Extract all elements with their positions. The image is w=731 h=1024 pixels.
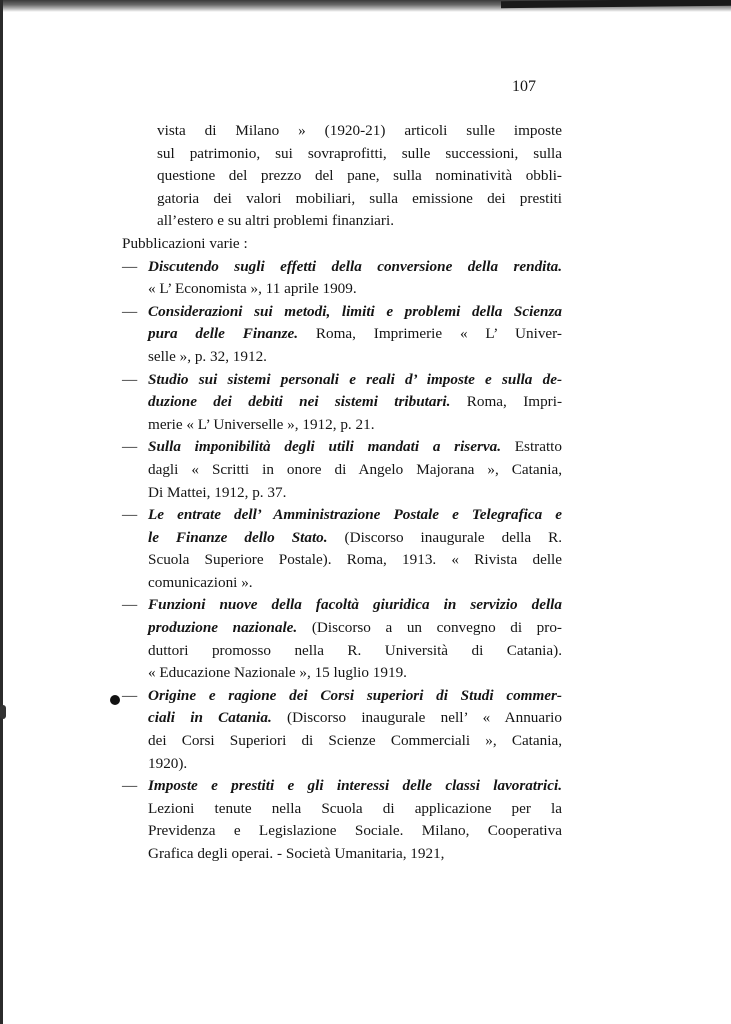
entry-line: Previdenza e Legislazione Sociale. Milano, Cooperativa [148, 822, 562, 840]
em-dash: — [122, 370, 138, 388]
entry-line [122, 391, 562, 414]
scan-left-edge [0, 0, 3, 1024]
publication-title: le Finanze dello Stato. [148, 528, 328, 546]
entry-line [122, 707, 562, 730]
continuation-line: questione del prezzo del pane, sulla nominatività obbli- [157, 167, 562, 185]
publication-entry [122, 436, 562, 504]
entry-line [122, 323, 562, 346]
entry-line: Grafica degli operai. - Società Umanitaria, 1921, [148, 845, 445, 862]
entry-line: Di Mattei, 1912, p. 37. [148, 483, 287, 501]
entry-line: duttori promosso nella R. Università di Catania). [148, 641, 562, 659]
entry-line: Lezioni tenute nella Scuola di applicazione per la [148, 799, 562, 817]
publication-title: Le entrate dell’ Amministrazione Postale e Telegrafica e [148, 506, 562, 524]
entry-line: Scuola Superiore Postale). Roma, 1913. « Rivista delle [148, 551, 562, 569]
publication-title: Origine e ragione dei Corsi superiori di Studi commer- [148, 686, 562, 704]
continuation-line: vista di Milano » (1920-21) articoli sulle imposte [157, 122, 562, 139]
publication-details: Roma, Impri- [450, 393, 562, 411]
entry-line: merie « L’ Universelle », 1912, p. 21. [148, 415, 375, 433]
section-heading: Pubblicazioni varie : [122, 234, 248, 252]
scan-top-edge [0, 0, 731, 12]
page-body [122, 120, 562, 866]
entry-line: « Educazione Nazionale », 15 luglio 1919. [148, 664, 407, 682]
em-dash: — [122, 596, 138, 614]
page-number: 107 [512, 78, 536, 95]
publication-entry [122, 685, 562, 775]
entry-first-line [122, 301, 562, 324]
publication-title: produzione nazionale. [148, 619, 298, 637]
continuation-line: sul patrimonio, sui sovraprofitti, sulle successioni, sulla [157, 144, 562, 162]
entry-line: comunicazioni ». [148, 573, 253, 591]
publication-entry [122, 369, 562, 437]
publication-entry [122, 504, 562, 594]
entry-line: dei Corsi Superiori di Scienze Commerciali », Catania, [148, 732, 562, 750]
publication-entry [122, 256, 562, 301]
publication-entry [122, 775, 562, 865]
publication-title: Sulla imponibilità degli utili mandati a riserva. [148, 438, 501, 456]
publication-details: Estratto [501, 438, 562, 456]
entry-line [122, 617, 562, 640]
continuation-line: all’estero e su altri problemi finanziari. [157, 212, 395, 230]
publication-title: Funzioni nuove della facoltà giuridica in servizio della [148, 596, 562, 614]
publication-title: pura delle Finanze. [148, 325, 299, 343]
entry-first-line [122, 594, 562, 617]
ink-blot [110, 695, 120, 705]
em-dash: — [122, 686, 138, 704]
publication-entry [122, 301, 562, 369]
continuation-line: gatoria dei valori mobiliari, sulla emissione dei prestiti [157, 189, 562, 207]
em-dash: — [122, 302, 138, 320]
em-dash: — [122, 438, 138, 456]
publication-title: duzione dei debiti nei sistemi tributari. [148, 393, 451, 411]
publication-list [122, 256, 562, 866]
entry-first-line [122, 256, 562, 279]
publication-details: (Discorso inaugurale della R. [327, 528, 563, 546]
publication-details: (Discorso inaugurale nell’ « Annuario [271, 709, 562, 727]
entry-line: 1920). [148, 754, 188, 772]
em-dash: — [122, 777, 138, 795]
publication-title: ciali in Catania. [148, 709, 272, 727]
em-dash: — [122, 506, 138, 524]
entry-first-line [122, 504, 562, 527]
entry-line: « L’ Economista », 11 aprile 1909. [148, 280, 357, 298]
publication-title: Considerazioni sui metodi, limiti e problemi della Scienza [148, 302, 562, 320]
publication-details: Roma, Imprimerie « L’ Univer- [298, 325, 562, 343]
entry-line: selle », p. 32, 1912. [148, 347, 267, 365]
entry-first-line [122, 685, 562, 708]
publication-entry [122, 594, 562, 684]
entry-first-line [122, 775, 562, 798]
publication-title: Imposte e prestiti e gli interessi delle classi lavoratrici. [148, 777, 562, 795]
em-dash: — [122, 257, 138, 275]
entry-line: dagli « Scritti in onore di Angelo Majorana », Catania, [148, 460, 562, 478]
scan-specks [0, 705, 6, 719]
entry-first-line [122, 436, 562, 459]
publication-details: (Discorso a un convegno di pro- [297, 619, 562, 637]
publication-title: Discutendo sugli effetti della conversione della rendita. [148, 257, 562, 275]
entry-first-line [122, 369, 562, 392]
entry-line [122, 527, 562, 550]
publication-title: Studio sui sistemi personali e reali d’ imposte e sulla de- [148, 370, 562, 388]
